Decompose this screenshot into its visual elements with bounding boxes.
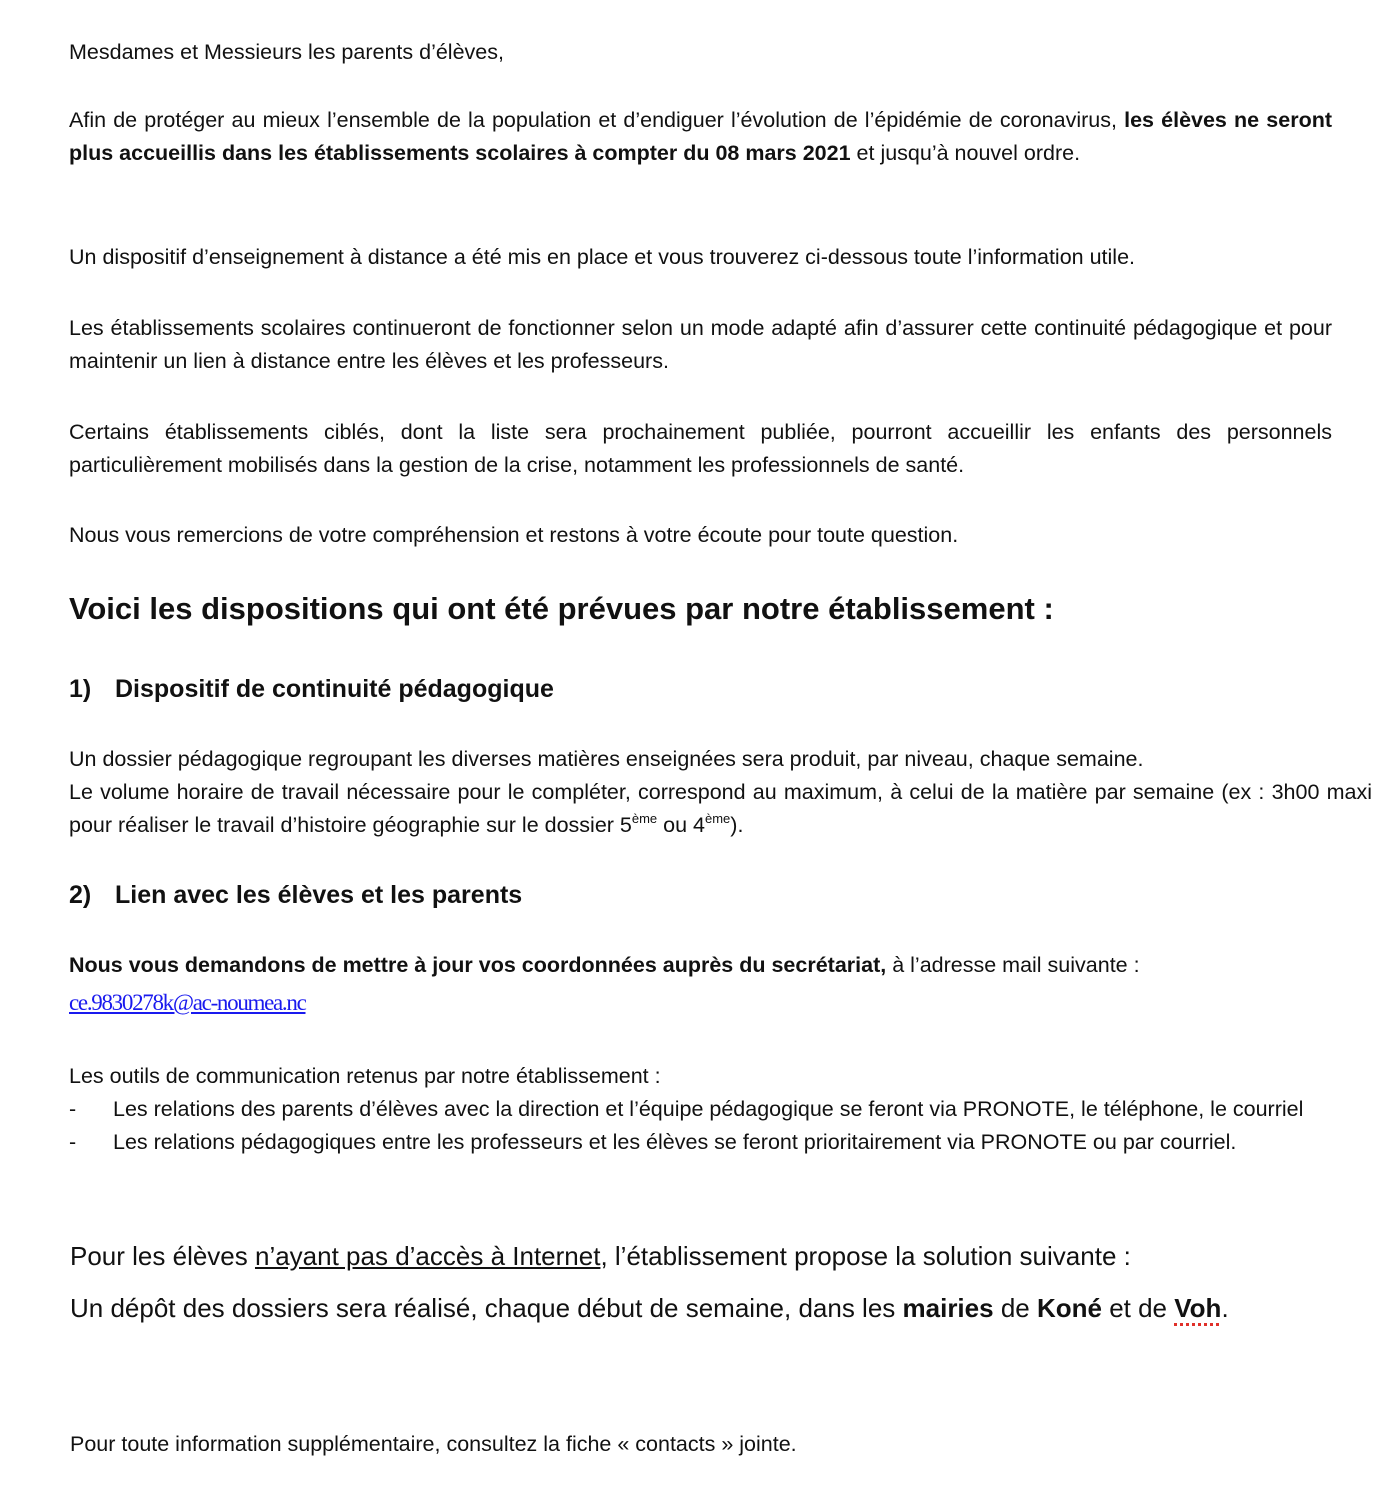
workload-text: Le volume horaire de travail nécessaire pour le compléter, correspond au maximum, à celui de la matière par semaine (ex : 3h00 maxi pour réaliser le travail d’histoire géographie sur le dossier 5 [69,780,1372,837]
paragraph-continuity: Les établissements scolaires continueront de fonctionner selon un mode adapté afin d’assurer cette continuité pédagogique et pour maintenir un lien à distance entre les élèves et les professeurs. [69,316,1332,373]
section-2-number: 2) [69,881,92,909]
deposit-text-end: . [1221,1293,1229,1323]
deposit-paragraph [70,1287,1333,1330]
section-1-line-2 [69,776,1372,842]
paragraph-targeted-schools: Certains établissements ciblés, dont la liste sera prochainement publiée, pourront accueillir les enfants des personnels particulièrement mobilisés dans la gestion de la crise, notamment les professionnels de santé. [69,420,1332,477]
section-1-heading [69,672,554,706]
update-contact-rest: à l’adresse mail suivante : [886,953,1140,977]
workload-text-or: ou 4 [657,813,705,837]
deposit-text: Un dépôt des dossiers sera réalisé, chaque début de semaine, dans les [70,1293,903,1323]
communication-tools-list [69,1093,1332,1159]
update-contact-bold: Nous vous demandons de mettre à jour vos coordonnées auprès du secrétariat, [69,953,887,977]
section-1-line-1: Un dossier pédagogique regroupant les diverses matières enseignées sera produit, par niveau, chaque semaine. [69,747,1144,771]
section-2-heading [69,878,522,912]
tools-intro: Les outils de communication retenus par notre établissement : [69,1064,661,1088]
footer-note: Pour toute information supplémentaire, consultez la fiche « contacts » jointe. [70,1432,797,1456]
section-1-title: Dispositif de continuité pédagogique [115,675,554,703]
paragraph-closure-notice [69,104,1332,170]
salutation: Mesdames et Messieurs les parents d’élèves, [69,40,504,64]
workload-text-end: ). [730,813,744,837]
section-1-number: 1) [69,675,92,703]
list-item [69,1093,1332,1126]
deposit-bold-voh: Voh [1174,1293,1222,1323]
no-internet-underlined: n’ayant pas d’accès à Internet [254,1241,601,1271]
deposit-text-de: de [993,1293,1037,1323]
bullet-dash: - [69,1097,77,1121]
closure-bold-text: les élèves ne seront plus accueillis dans les établissements scolaires à compter du 08 mars 2021 [69,108,1332,165]
no-internet-text: Pour les élèves [70,1241,255,1271]
closure-text-end: et jusqu’à nouvel ordre. [850,141,1081,165]
list-item-text: Les relations des parents d’élèves avec la direction et l’équipe pédagogique se feront via PRONOTE, le téléphone, le courriel [113,1097,1304,1121]
no-internet-text-end: , l’établissement propose la solution suivante : [600,1241,1131,1271]
bullet-dash: - [69,1130,77,1154]
deposit-bold-kone: Koné [1036,1293,1102,1323]
list-item [69,1126,1332,1159]
paragraph-remote-teaching: Un dispositif d’enseignement à distance a été mis en place et vous trouverez ci-dessous toute l’information utile. [69,245,1136,269]
update-contact-request [69,949,1332,982]
section-2-title: Lien avec les élèves et les parents [115,881,523,909]
email-link[interactable]: ce.9830278k@ac-noumea.nc [69,990,306,1015]
superscript-eme: ème [631,811,658,826]
deposit-bold-mairies: mairies [902,1293,994,1323]
no-internet-paragraph [70,1235,1333,1278]
paragraph-thanks: Nous vous remercions de votre compréhension et restons à votre écoute pour toute question. [69,523,959,547]
deposit-text-et-de: et de [1101,1293,1175,1323]
list-item-text: Les relations pédagogiques entre les professeurs et les élèves se feront prioritairement via PRONOTE ou par courriel. [113,1130,1237,1154]
superscript-eme: ème [705,811,731,826]
closure-text: Afin de protéger au mieux l’ensemble de la population et d’endiguer l’évolution de l’épidémie de coronavirus, [69,108,1125,132]
main-heading: Voici les dispositions qui ont été prévues par notre établissement : [69,591,1054,626]
